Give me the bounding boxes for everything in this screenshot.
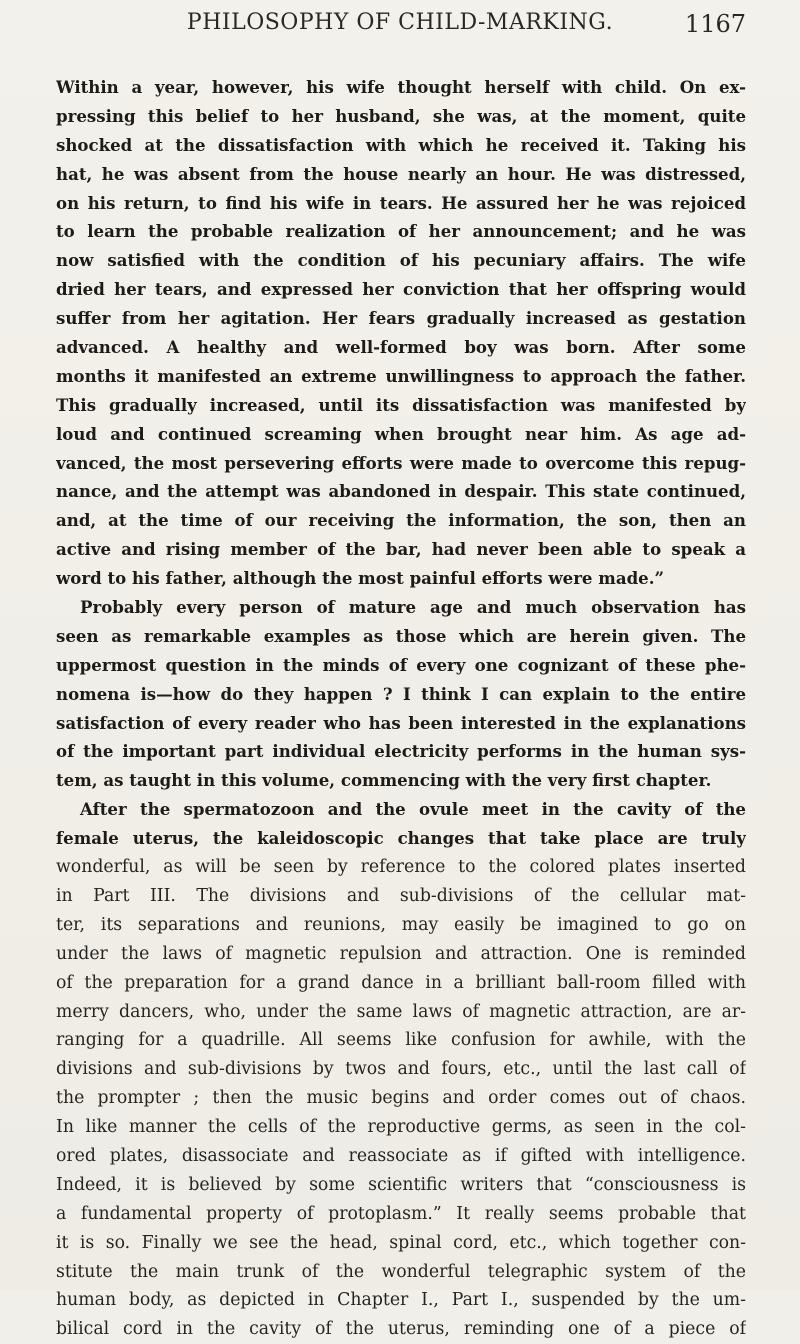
text-line: a fundamental property of protoplasm.” It really seems probable that <box>56 1203 746 1224</box>
text-line: seen as remarkable examples as those which are herein given. The <box>56 625 746 646</box>
text-line: under the laws of magnetic repulsion and attraction. One is reminded <box>56 943 746 964</box>
text-line: Within a year, however, his wife thought herself with child. On ex- <box>56 77 746 97</box>
text-line: ter, its separations and reunions, may easily be imagined to go on <box>56 914 746 935</box>
text-line: merry dancers, who, under the same laws of magnetic attraction, are ar- <box>56 1001 746 1022</box>
text-line: in Part III. The divisions and sub-divisions of the cellular mat- <box>56 885 746 906</box>
text-line: on his return, to find his wife in tears. He assured her he was rejoiced <box>56 192 746 213</box>
text-line: nomena is—how do they happen ? I think I can explain to the entire <box>56 683 746 704</box>
text-line: After the spermatozoon and the ovule meet in the cavity of the <box>80 799 746 820</box>
running-title: PHILOSOPHY OF CHILD-MARKING. <box>186 10 614 35</box>
text-block-lower <box>56 853 746 1344</box>
text-line: now satisfied with the condition of his pecuniary affairs. The wife <box>56 250 746 271</box>
text-line: to learn the probable realization of her announcement; and he was <box>56 221 746 242</box>
text-line: word to his father, although the most painful efforts were made.” <box>56 568 665 589</box>
text-line: loud and continued screaming when brought near him. As age ad- <box>56 423 746 444</box>
text-line: active and rising member of the bar, had never been able to speak a <box>56 539 746 560</box>
text-line: stitute the main trunk of the wonderful telegraphic system of the <box>56 1261 746 1282</box>
page-number: 1167 <box>684 10 746 38</box>
text-line: and, at the time of our receiving the information, the son, then an <box>56 510 746 531</box>
text-line: the prompter ; then the music begins and order comes out of chaos. <box>56 1088 746 1109</box>
text-line: months it manifested an extreme unwillingness to approach the father. <box>56 365 746 386</box>
text-line: Probably every person of mature age and much observation has <box>80 597 746 618</box>
text-line: wonderful, as will be seen by reference to the colored plates inserted <box>56 857 746 878</box>
text-line: pressing this belief to her husband, she was, at the moment, quite <box>56 105 746 126</box>
page-header <box>0 6 800 46</box>
text-line: female uterus, the kaleidoscopic changes that take place are truly <box>56 828 746 849</box>
text-line: hat, he was absent from the house nearly an hour. He was distressed, <box>56 163 746 184</box>
text-line: ored plates, disassociate and reassociate as if gifted with intelligence. <box>56 1145 746 1166</box>
text-line: suffer from her agitation. Her fears gradually increased as gestation <box>56 308 746 329</box>
text-line: human body, as depicted in Chapter I., Part I., suspended by the um- <box>56 1290 746 1311</box>
text-line: it is so. Finally we see the head, spinal cord, etc., which together con- <box>56 1232 746 1253</box>
text-line: uppermost question in the minds of every one cognizant of these phe- <box>56 654 746 675</box>
text-line: tem, as taught in this volume, commencing with the very first chapter. <box>56 770 712 791</box>
text-line: vanced, the most persevering efforts were made to overcome this repug- <box>56 452 746 473</box>
text-line: advanced. A healthy and well-formed boy was born. After some <box>56 337 746 358</box>
text-line: This gradually increased, until its dissatisfaction was manifested by <box>56 394 746 415</box>
text-line: bilical cord in the cavity of the uterus, reminding one of a piece of <box>56 1319 746 1340</box>
text-line: In like manner the cells of the reproductive germs, as seen in the col- <box>56 1117 746 1138</box>
text-line: divisions and sub-divisions by twos and fours, etc., until the last call of <box>56 1059 746 1080</box>
text-line: ranging for a quadrille. All seems like confusion for awhile, with the <box>56 1030 746 1051</box>
body-text <box>56 73 746 1344</box>
text-line: nance, and the attempt was abandoned in despair. This state continued, <box>56 481 746 502</box>
text-line: shocked at the dissatisfaction with which he received it. Taking his <box>56 134 746 155</box>
text-line: dried her tears, and expressed her conviction that her offspring would <box>56 279 746 300</box>
text-line: satisfaction of every reader who has been interested in the explanations <box>56 712 746 733</box>
text-line: of the preparation for a grand dance in a brilliant ball-room filled with <box>56 972 746 993</box>
text-line: Indeed, it is believed by some scientific writers that “consciousness is <box>56 1174 746 1195</box>
text-block-upper <box>56 73 746 853</box>
text-line: of the important part individual electricity performs in the human sys- <box>56 741 746 762</box>
